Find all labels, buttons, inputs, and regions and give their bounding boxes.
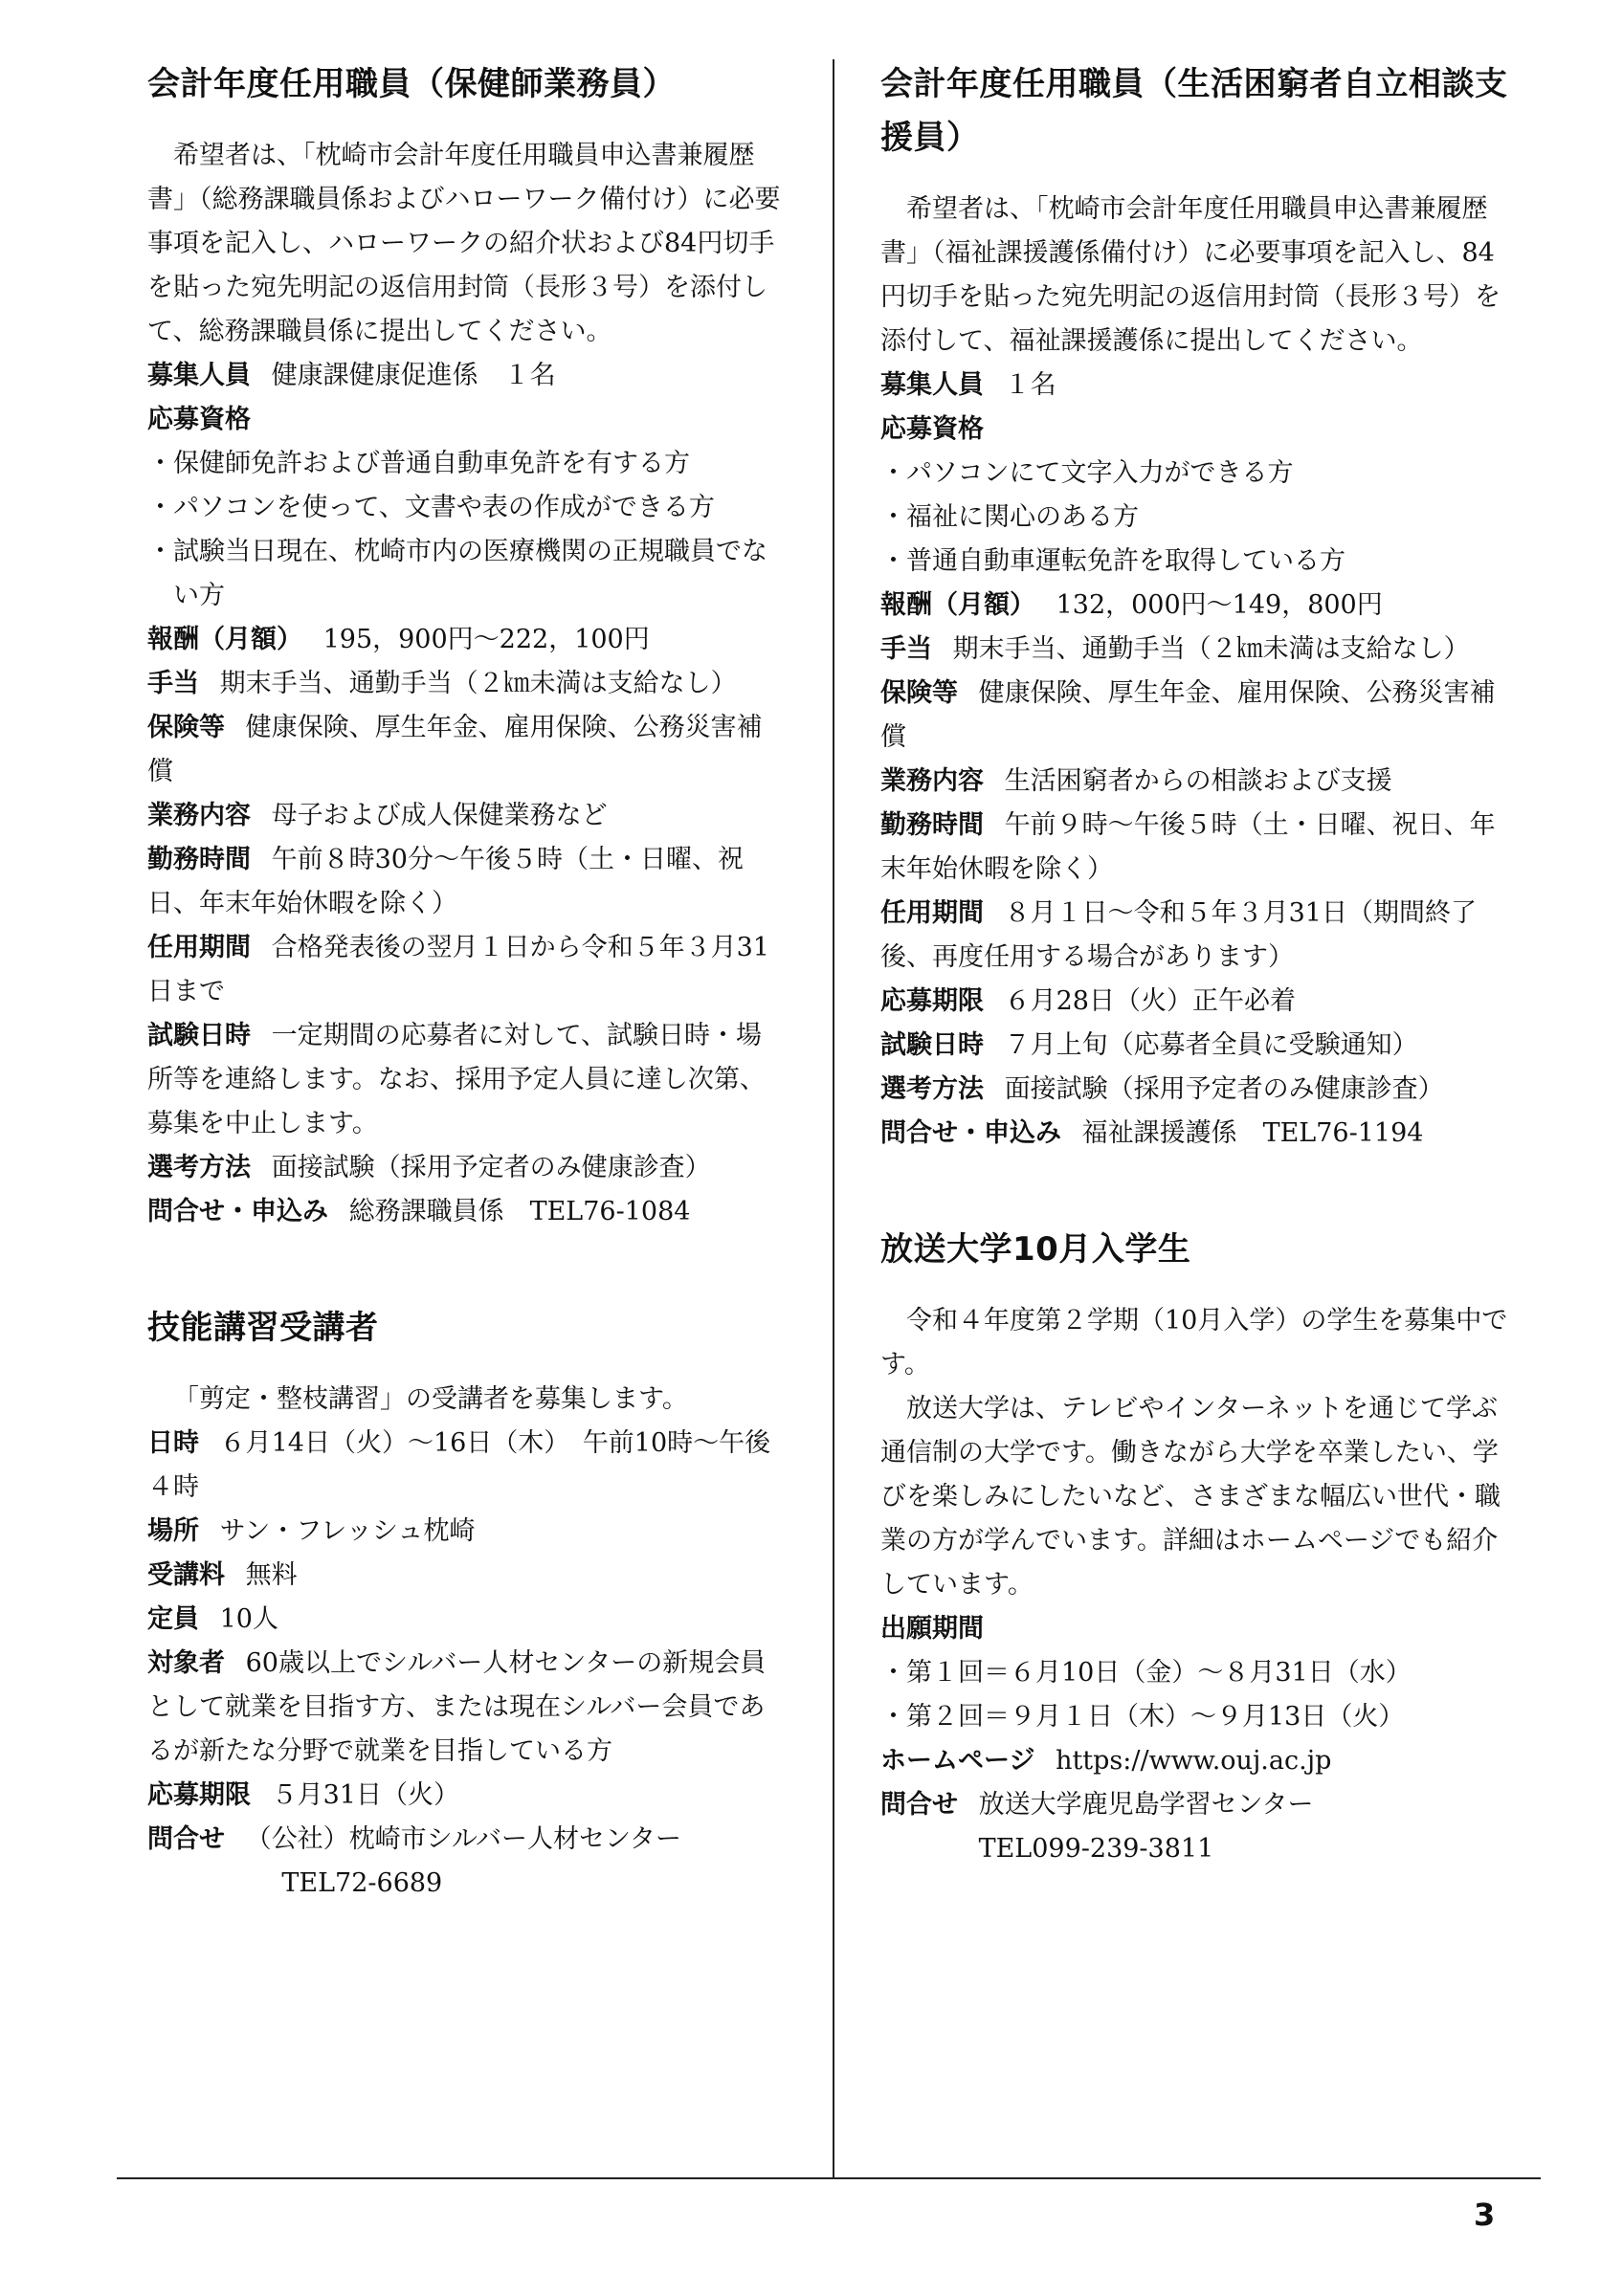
recruit-row: 募集人員 １名 [880, 370, 1056, 400]
contact-row: 問合せ 放送大学鹿児島学習センター [880, 1790, 1314, 1820]
section-seikatsu [880, 57, 1520, 1156]
allowance-row: 手当 期末手当、通勤手当（２㎞未満は支給なし） [147, 669, 737, 698]
qualification-item: ・福祉に関心のある方 [880, 502, 1139, 532]
intro-text: 希望者は、「枕崎市会計年度任用職員申込書兼履歴書」（総務課職員係およびハローワーク備付け）に必要事項を記入し、ハローワークの紹介状および84円切手を貼った宛先明記の返信用封筒（長形３号）を添付して、総務課職員係に提出してください。 [147, 141, 781, 346]
fee-row: 受講料 無料 [147, 1560, 298, 1590]
qualification-item: ・パソコンにて文字入力ができる方 [880, 458, 1294, 488]
contact-row: 問合せ・申込み 福祉課援護係 TEL76-1194 [880, 1118, 1424, 1148]
qualification-heading: 応募資格 [880, 414, 984, 444]
exam-row: 試験日時 一定期間の応募者に対して、試験日時・場所等を連絡します。なお、採用予定人員に達し次第、募集を中止します。 [147, 1021, 766, 1138]
period-item: ・第１回＝６月10日（金）～８月31日（水） [880, 1658, 1412, 1688]
section-title: 会計年度任用職員（生活困窮者自立相談支援員） [880, 65, 1508, 157]
intro-text: 希望者は、「枕崎市会計年度任用職員申込書兼履歴書」（福祉課援護係備付け）に必要事項を記入し、84円切手を貼った宛先明記の返信用封筒（長形３号）を添付して、福祉課援護係に提出してください。 [880, 194, 1501, 356]
intro-text: 放送大学は、テレビやインターネットを通じて学ぶ通信制の大学です。働きながら大学を卒業したい、学びを楽しみにしたいなど、さまざまな幅広い世代・職業の方が学んでいます。詳細はホームページでも紹介しています。 [880, 1394, 1501, 1600]
place-row: 場所 サン・フレッシュ枕崎 [147, 1516, 476, 1546]
section-hokenshi [147, 57, 787, 1234]
web-row: ホームページ https://www.ouj.ac.jp [880, 1746, 1332, 1776]
date-row: 日時 ６月14日（火）～16日（木） 午前10時～午後４時 [147, 1428, 771, 1502]
term-row: 任用期間 ８月１日～令和５年３月31日（期間終了後、再度任用する場合があります） [880, 898, 1477, 972]
target-row: 対象者 60歳以上でシルバー人材センターの新規会員として就業を目指す方、または現在シルバー会員であるが新たな分野で就業を目指している方 [147, 1648, 767, 1766]
qualification-item: ・普通自動車運転免許を取得している方 [880, 546, 1345, 576]
insurance-row: 保険等 健康保険、厚生年金、雇用保険、公務災害補償 [880, 678, 1496, 752]
qualification-item: ・パソコンを使って、文書や表の作成ができる方 [147, 493, 715, 522]
selection-row: 選考方法 面接試験（採用予定者のみ健康診査） [147, 1153, 711, 1182]
capacity-row: 定員 10人 [147, 1604, 278, 1634]
qualification-item: ・保健師免許および普通自動車免許を有する方 [147, 449, 690, 478]
selection-row: 選考方法 面接試験（採用予定者のみ健康診査） [880, 1074, 1444, 1104]
footer-rule [117, 2177, 1541, 2179]
section-title: 放送大学10月入学生 [880, 1230, 1191, 1269]
section-title: 技能講習受講者 [147, 1309, 379, 1347]
contact-tel: TEL099-239-3811 [978, 1834, 1214, 1864]
pay-row: 報酬（月額） 195，900円～222，100円 [147, 625, 650, 654]
pay-row: 報酬（月額） 132，000円～149，800円 [880, 590, 1383, 620]
recruit-row: 募集人員 健康課健康促進係 １名 [147, 361, 556, 390]
work-row: 業務内容 生活困窮者からの相談および支援 [880, 766, 1392, 796]
page-number: 3 [1474, 2197, 1496, 2233]
contact-row: 問合せ （公社）枕崎市シルバー人材センター [147, 1824, 681, 1854]
contact-tel: TEL72-6689 [281, 1868, 443, 1898]
insurance-row: 保険等 健康保険、厚生年金、雇用保険、公務災害補償 [147, 713, 763, 786]
term-row: 任用期間 合格発表後の翌月１日から令和５年３月31日まで [147, 933, 769, 1006]
deadline-row: 応募期限 ５月31日（火） [147, 1780, 459, 1810]
work-row: 業務内容 母子および成人保健業務など [147, 801, 608, 830]
period-item: ・第２回＝９月１日（木）～９月13日（火） [880, 1702, 1405, 1732]
left-column [147, 57, 787, 1906]
exam-row: 試験日時 ７月上旬（応募者全員に受験通知） [880, 1030, 1418, 1060]
allowance-row: 手当 期末手当、通勤手当（２㎞未満は支給なし） [880, 634, 1470, 664]
intro-text: 「剪定・整枝講習」の受講者を募集します。 [173, 1384, 688, 1414]
column-divider [833, 59, 834, 2177]
section-title: 会計年度任用職員（保健師業務員） [147, 65, 676, 103]
hours-row: 勤務時間 午前８時30分～午後５時（土・日曜、祝日、年末年始休暇を除く） [147, 845, 744, 918]
qualification-heading: 応募資格 [147, 405, 251, 434]
intro-text: 令和４年度第２学期（10月入学）の学生を募集中です。 [880, 1306, 1508, 1380]
right-column [880, 57, 1520, 1871]
section-housou [880, 1223, 1520, 1871]
section-ginou [147, 1301, 787, 1906]
website-link[interactable]: https://www.ouj.ac.jp [1056, 1746, 1332, 1776]
period-heading: 出願期間 [880, 1614, 984, 1644]
deadline-row: 応募期限 ６月28日（火）正午必着 [880, 986, 1296, 1016]
qualification-item: ・試験当日現在、枕崎市内の医療機関の正規職員でない方 [147, 537, 767, 610]
contact-row: 問合せ・申込み 総務課職員係 TEL76-1084 [147, 1197, 691, 1226]
hours-row: 勤務時間 午前９時～午後５時（土・日曜、祝日、年末年始休暇を除く） [880, 810, 1496, 884]
